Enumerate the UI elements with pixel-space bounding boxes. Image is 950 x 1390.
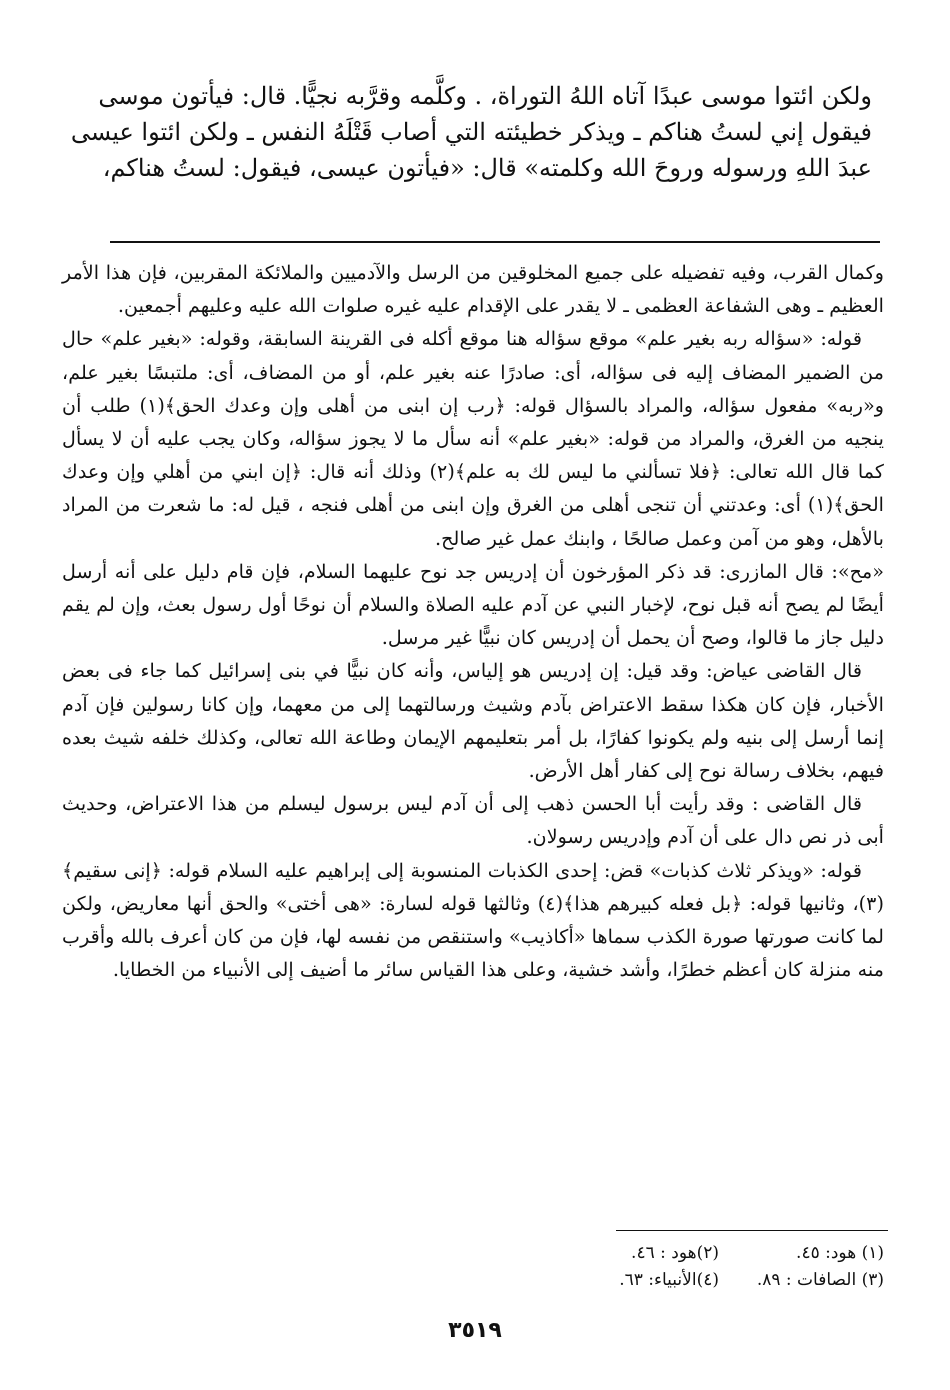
footnote-2: (٢)هود : ٤٦. bbox=[631, 1243, 719, 1263]
hadith-line: عبدَ اللهِ ورسوله وروحَ الله وكلمته» قال: «فيأتون عيسى، فيقول: لستُ هناكم، bbox=[102, 154, 872, 182]
commentary-paragraph: قوله: «ويذكر ثلاث كذبات» قض: إحدى الكذبات المنسوبة إلى إبراهيم عليه السلام قوله: ﴿إنى سقيم﴾(٣)، وثانيها قوله: ﴿بل فعله كبيرهم هذا﴾(٤) وثالثها قوله لسارة: «هى أختى» والحق أنها معاريض، ولكن لما كانت صورتها صورة الكذب سماها «أكاذيب» واستنقص من نفسه لها، فإن من كان أعرف بالله وأقرب منه منزلة كان أعظم خطرًا، وأشد خشية، وعلى هذا القياس سائر ما أضيف إلى الأنبياء من الخطايا. bbox=[62, 858, 884, 982]
footnote-row bbox=[554, 1267, 884, 1294]
main-divider bbox=[110, 241, 880, 243]
hadith-text bbox=[70, 78, 872, 186]
commentary-paragraph: قال القاضى عياض: وقد قيل: إن إدريس هو إلياس، وأنه كان نبيًّا في بنى إسرائيل كما جاء فى بعض الأخبار، فإن كان هكذا سقط الاعتراض بآدم وشيث ورسالتهما إلى من معهما، وإن كانا رسولين فإن آدم إنما أرسل إلى بنيه ولم يكونوا كفارًا، بل أمر بتعليمهم الإيمان وطاعة الله تعالى، وكذلك خلفه شيث بعده فيهم، بخلاف رسالة نوح إلى كفار أهل الأرض. bbox=[62, 659, 884, 783]
commentary-paragraph: «مح»: قال المازرى: قد ذكر المؤرخون أن إدريس جد نوح عليهما السلام، فإن قام دليل على أنه أرسل أيضًا لم يصح أنه قبل نوح، لإخبار النبي عن آدم عليه الصلاة والسلام أن نوحًا أول رسول بعث، وإن لم يقم دليل جاز ما قالوا، وصح أن يحمل أن إدريس كان نبيًّا غير مرسل. bbox=[62, 559, 884, 650]
footnote-3: (٣) الصافات : ٨٩. bbox=[756, 1270, 884, 1290]
footnote-1: (١) هود: ٤٥. bbox=[796, 1243, 884, 1263]
hadith-line: ولكن ائتوا موسى عبدًا آتاه اللهُ التوراة، . وكلَّمه وقرَّبه نجيًّا. قال: فيأتون موسى bbox=[98, 82, 872, 110]
commentary-paragraph: وكمال القرب، وفيه تفضيله على جميع المخلوقين من الرسل والآدميين والملائكة المقربين، فإن هذا الأمر العظيم ـ وهى الشفاعة العظمى ـ لا يقدر على الإقدام عليه غيره صلوات الله عليه وعليهم أجمعين. bbox=[62, 261, 884, 318]
hadith-line: فيقول إني لستُ هناكم ـ ويذكر خطيئته التي أصاب قَتْلَهُ النفس ـ ولكن ائتوا عيسى bbox=[70, 118, 872, 146]
page-number: ٣٥١٩ bbox=[448, 1318, 502, 1343]
footnote-divider bbox=[616, 1230, 888, 1231]
footnote-4: (٤)الأنبياء: ٦٣. bbox=[619, 1270, 719, 1290]
commentary-text bbox=[62, 256, 884, 986]
footnotes bbox=[554, 1240, 884, 1294]
commentary-paragraph: قال القاضى : وقد رأيت أبا الحسن ذهب إلى أن آدم ليس برسول ليسلم من هذا الاعتراض، وحديث أبى ذر نص دال على أن آدم وإدريس رسولان. bbox=[62, 792, 884, 849]
commentary-paragraph: قوله: «سؤاله ربه بغير علم» موقع سؤاله هنا موقع أكله فى القرينة السابقة، وقوله: «بغير علم» حال من الضمير المضاف إليه فى سؤاله، أى: صادرًا عنه بغير علم، أو من المضاف، أى: ملتبسًا بغير علم، و«ربه» مفعول سؤاله، والمراد بالسؤال قوله: ﴿رب إن ابنى من أهلى وإن وعدك الحق﴾(١) طلب أن ينجيه من الغرق، والمراد من قوله: «بغير علم» أنه سأل ما لا يجوز سؤاله، وكان يجب عليه أن لا يسأل كما قال الله تعالى: ﴿فلا تسألني ما ليس لك به علم﴾(٢) وذلك أنه قال: ﴿إن ابني من أهلي وإن وعدك الحق﴾(١) أى: وعدتني أن تنجى أهلى من الغرق وإن ابنى من أهلى فنجه ، قيل له: ما شعرت من المراد بالأهل، وهو من آمن وعمل صالحًا ، وابنك عمل غير صالح. bbox=[62, 327, 884, 550]
footnote-row bbox=[554, 1240, 884, 1267]
